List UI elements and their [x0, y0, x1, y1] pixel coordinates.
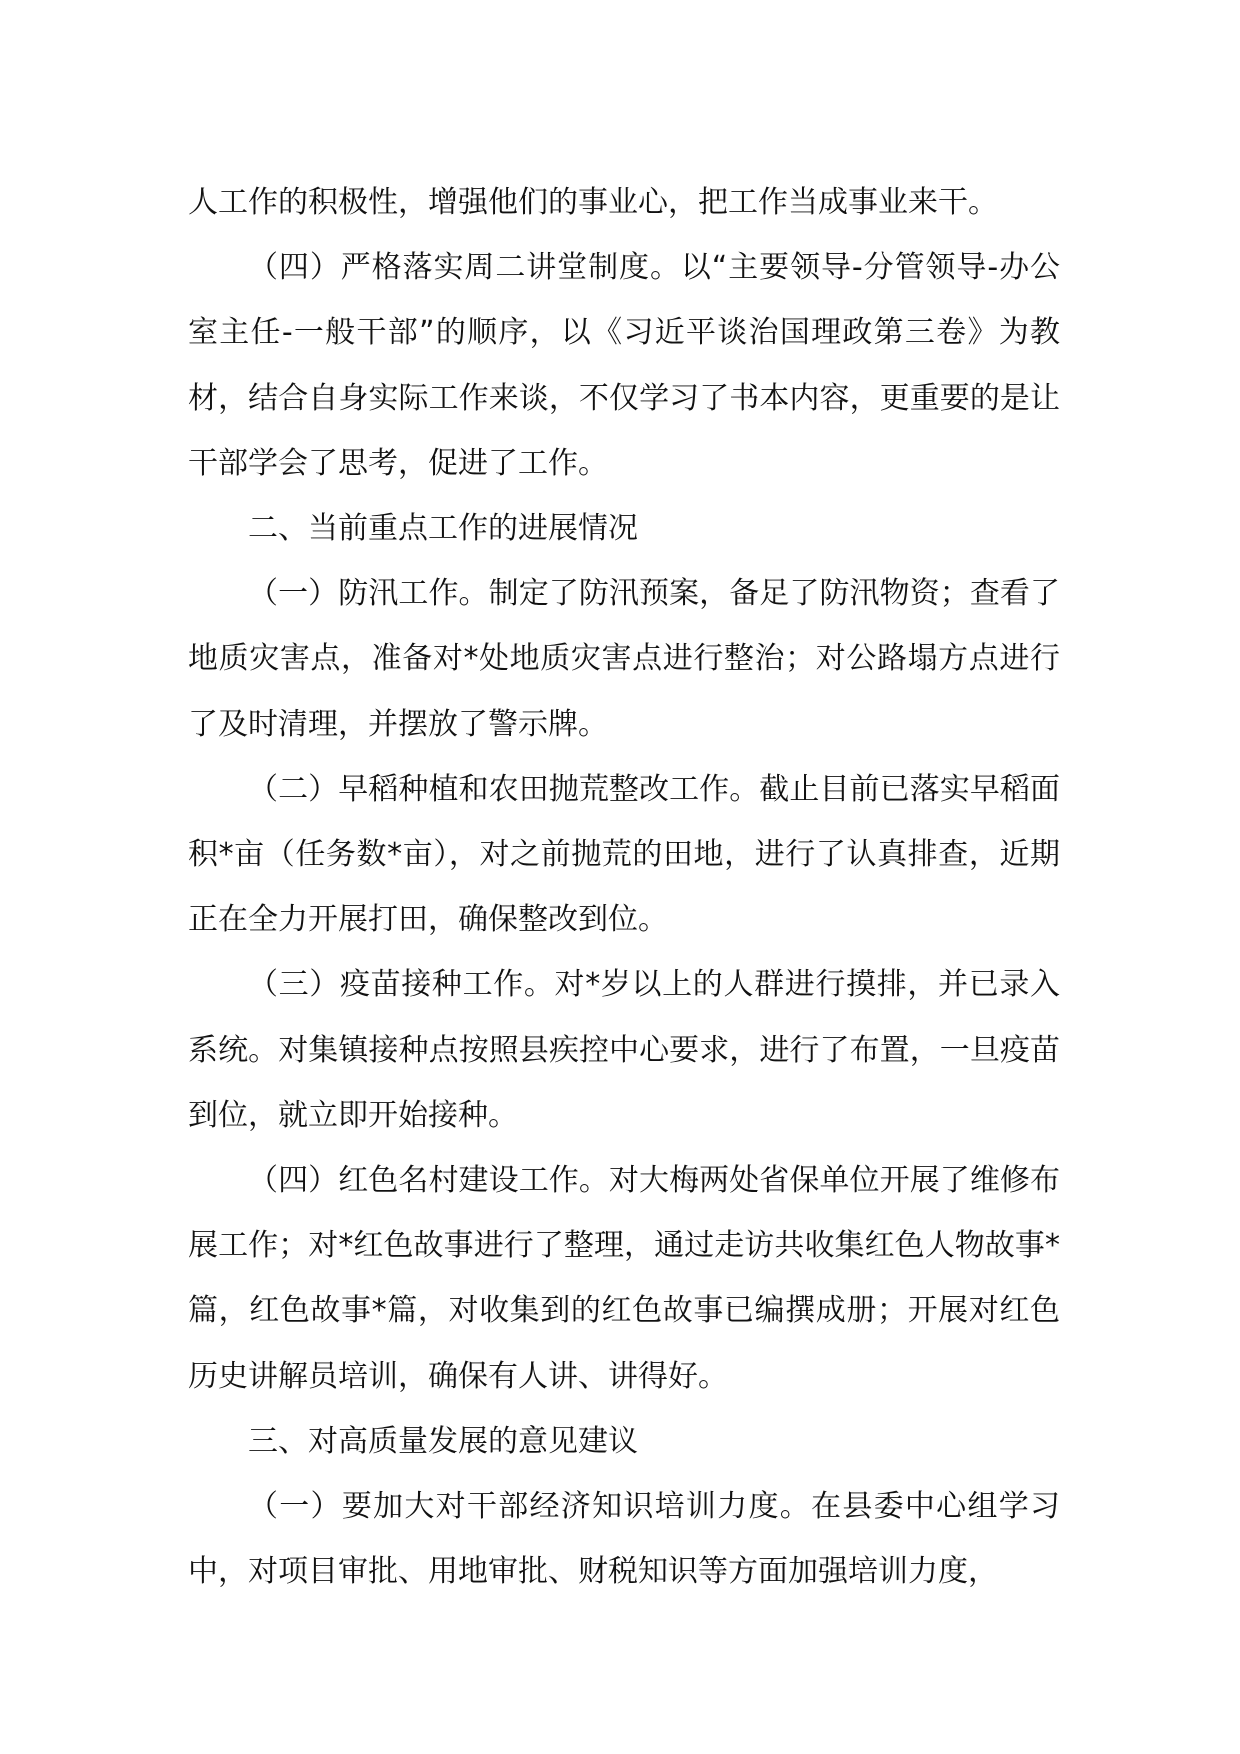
- paragraph-cadre-training: （一）要加大对干部经济知识培训力度。在县委中心组学习中，对项目审批、用地审批、财税知识等方面加强培训力度，: [188, 1489, 1060, 1590]
- paragraph-continuation: 人工作的积极性，增强他们的事业心，把工作当成事业来干。: [188, 185, 998, 220]
- paragraph-vaccination: （三）疫苗接种工作。对*岁以上的人群进行摸排，并已录入系统。对集镇接种点按照县疾控中心要求，进行了布置，一旦疫苗到位，就立即开始接种。: [188, 967, 1060, 1133]
- paragraph-flood-control: （一）防汛工作。制定了防汛预案，备足了防汛物资；查看了地质灾害点，准备对*处地质灾害点进行整治；对公路塌方点进行了及时清理，并摆放了警示牌。: [188, 576, 1060, 742]
- paragraph-red-village: （四）红色名村建设工作。对大梅两处省保单位开展了维修布展工作；对*红色故事进行了整理，通过走访共收集红色人物故事*篇，红色故事*篇，对收集到的红色故事已编撰成册；开展对红色历史讲解员培训，确保有人讲、讲得好。: [188, 1163, 1060, 1394]
- paragraph-early-rice: （二）早稻种植和农田抛荒整改工作。截止目前已落实早稻面积*亩（任务数*亩），对之前抛荒的田地，进行了认真排查，近期正在全力开展打田，确保整改到位。: [188, 771, 1060, 938]
- section-heading-suggestions: 三、对高质量发展的意见建议: [248, 1423, 638, 1459]
- paragraph-weekly-lecture: （四）严格落实周二讲堂制度。以“主要领导-分管领导-办公室主任-一般干部”的顺序，以《习近平谈治国理政第三卷》为教材，结合自身实际工作来谈，不仅学习了书本内容，更重要的是让干部学会了思考，促进了工作。: [188, 250, 1060, 481]
- section-heading-key-work-progress: 二、当前重点工作的进展情况: [248, 511, 638, 547]
- document-body: [188, 170, 1060, 1604]
